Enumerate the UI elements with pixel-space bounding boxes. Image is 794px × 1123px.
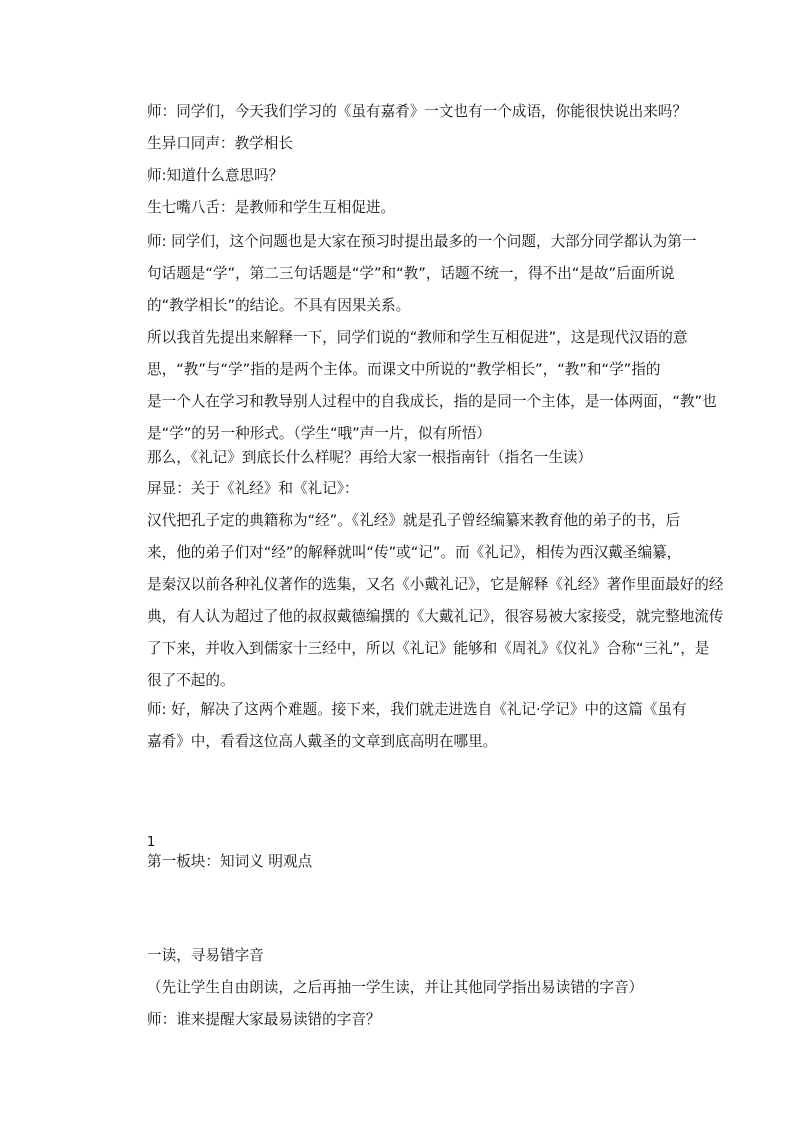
text-line: 屏显：关于《礼经》和《礼记》： bbox=[147, 480, 359, 497]
text-line: 生七嘴八舌：是教师和学生互相促进。 bbox=[147, 199, 396, 216]
text-line: 的“教学相长”的结论。不具有因果关系。 bbox=[147, 297, 411, 314]
text-line: 是一个人在学习和教导别人过程中的自我成长，指的是同一个主体，是一体两面，“教”也 bbox=[147, 393, 717, 410]
text-line: 很了不起的。 bbox=[147, 672, 235, 689]
text-line: 典，有人认为超过了他的叔叔戴德编撰的《大戴礼记》，很容易被大家接受，就完整地流传 bbox=[147, 608, 724, 625]
text-line: 师:知道什么意思吗？ bbox=[147, 167, 284, 184]
section2-title: 一读，寻易错字音 bbox=[147, 947, 264, 964]
paragraph-4 bbox=[147, 694, 687, 758]
text-line: 师：同学们，今天我们学习的《虽有嘉肴》一文也有一个成语，你能很快说出来吗？ bbox=[147, 103, 687, 120]
text-line: 思，“教”与“学”指的是两个主体。而课文中所说的“教学相长”，“教”和“学”指的 bbox=[147, 361, 661, 378]
page-number: 1 bbox=[147, 835, 156, 850]
text-line: 是秦汉以前各种礼仪著作的选集，又名《小戴礼记》，它是解释《礼经》著作里面最好的经 bbox=[147, 576, 724, 593]
text-line: 是“学”的另一种形式。（学生“哦”声一片，似有所悟） bbox=[147, 425, 492, 442]
paragraph-2 bbox=[147, 322, 717, 450]
section-title: 第一板块：知词义 明观点 bbox=[147, 853, 313, 870]
text-line: 嘉肴》中，看看这位高人戴圣的文章到底高明在哪里。 bbox=[147, 733, 498, 750]
text-line: 来，他的弟子们对“经”的解释就叫“传”或“记”。而《礼记》，相传为西汉戴圣编纂， bbox=[147, 544, 682, 561]
text-line: 汉代把孔子定的典籍称为“经”。《礼经》就是孔子曾经编纂来教育他的弟子的书，后 bbox=[147, 512, 681, 529]
section2-note: （先让学生自由朗读，之后再抽一学生读，并让其他同学指出易读错的字音） bbox=[147, 979, 644, 996]
text-line: 师: 同学们，这个问题也是大家在预习时提出最多的一个问题，大部分同学都认为第一 bbox=[147, 233, 697, 250]
text-line: 句话题是“学”，第二三句话题是“学”和“教”，话题不统一，得不出“是故”后面所说 bbox=[147, 265, 675, 282]
text-line: 师: 好，解决了这两个难题。接下来，我们就走进选自《礼记·学记》中的这篇《虽有 bbox=[147, 701, 687, 718]
text-line: 那么，《礼记》到底长什么样呢？再给大家一根指南针（指名一生读） bbox=[147, 449, 593, 466]
text-line: 了下来，并收入到儒家十三经中，所以《礼记》能够和《周礼》《仪礼》合称“三礼”，是 bbox=[147, 640, 710, 657]
section2-question: 师：谁来提醒大家最易读错的字音？ bbox=[147, 1011, 381, 1028]
text-line: 所以我首先提出来解释一下，同学们说的“教师和学生互相促进”，这是现代汉语的意 bbox=[147, 329, 688, 346]
text-line: 生异口同声：教学相长 bbox=[147, 135, 293, 152]
paragraph-3 bbox=[147, 505, 724, 697]
paragraph-1 bbox=[147, 226, 697, 322]
